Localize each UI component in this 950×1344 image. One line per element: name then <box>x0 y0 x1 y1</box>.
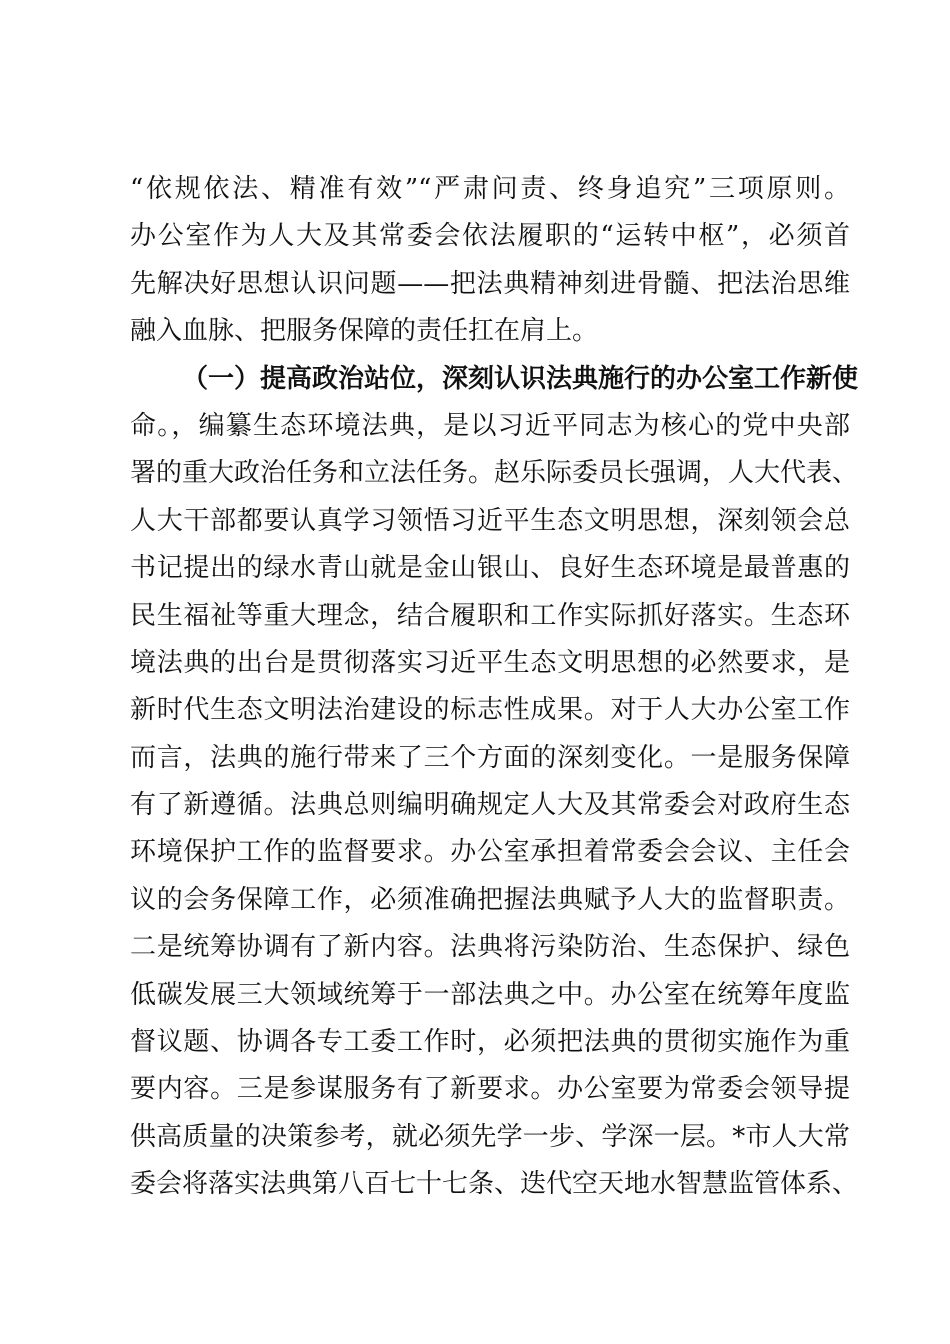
section-heading-1: （一）提高政治站位，深刻认识法典施行的办公室工作新使 <box>182 363 859 394</box>
paragraph-line-19: 督议题、协调各专工委工作时，必须把法典的贯彻实施作为重 <box>130 1027 850 1058</box>
paragraph-line-17: 二是统筹协调有了新内容。法典将污染防治、生态保护、绿色 <box>130 932 850 963</box>
paragraph-line-21: 供高质量的决策参考，就必须先学一步、学深一层。*市人大常 <box>130 1121 850 1152</box>
paragraph-line-18: 低碳发展三大领域统筹于一部法典之中。办公室在统筹年度监 <box>130 979 850 1010</box>
paragraph-line-20: 要内容。三是参谋服务有了新要求。办公室要为常委会领导提 <box>130 1074 850 1105</box>
paragraph-line-14: 有了新遵循。法典总则编明确规定人大及其常委会对政府生态 <box>130 790 850 821</box>
paragraph-line-8: 人大干部都要认真学习领悟习近平生态文明思想，深刻领会总 <box>130 505 850 536</box>
document-body <box>130 166 859 1209</box>
paragraph-line-9: 书记提出的绿水青山就是金山银山、良好生态环境是最普惠的 <box>130 553 850 584</box>
paragraph-line-7: 署的重大政治任务和立法任务。赵乐际委员长强调，人大代表、 <box>130 458 859 489</box>
paragraph-line-10: 民生福祉等重大理念，结合履职和工作实际抓好落实。生态环 <box>130 600 850 631</box>
paragraph-line-1: “依规依法、精准有效”“严肃问责、终身追究”三项原则。 <box>130 174 850 204</box>
paragraph-line-2: 办公室作为人大及其常委会依法履职的“运转中枢”，必须首 <box>130 221 850 252</box>
paragraph-line-13: 而言，法典的施行带来了三个方面的深刻变化。一是服务保障 <box>130 742 850 773</box>
paragraph-line-4: 融入血脉、把服务保障的责任扛在肩上。 <box>130 316 599 347</box>
paragraph-line-16: 议的会务保障工作，必须准确把握法典赋予人大的监督职责。 <box>130 884 850 915</box>
paragraph-line-3: 先解决好思想认识问题——把法典精神刻进骨髓、把法治思维 <box>130 268 850 299</box>
paragraph-line-12: 新时代生态文明法治建设的标志性成果。对于人大办公室工作 <box>130 695 850 726</box>
paragraph-line-6: 命。，编纂生态环境法典，是以习近平同志为核心的党中央部 <box>130 410 850 441</box>
paragraph-line-15: 环境保护工作的监督要求。办公室承担着常委会会议、主任会 <box>130 837 850 868</box>
paragraph-line-22: 委会将落实法典第八百七十七条、迭代空天地水智慧监管体系、 <box>130 1169 859 1200</box>
paragraph-line-11: 境法典的出台是贯彻落实习近平生态文明思想的必然要求，是 <box>130 647 850 678</box>
